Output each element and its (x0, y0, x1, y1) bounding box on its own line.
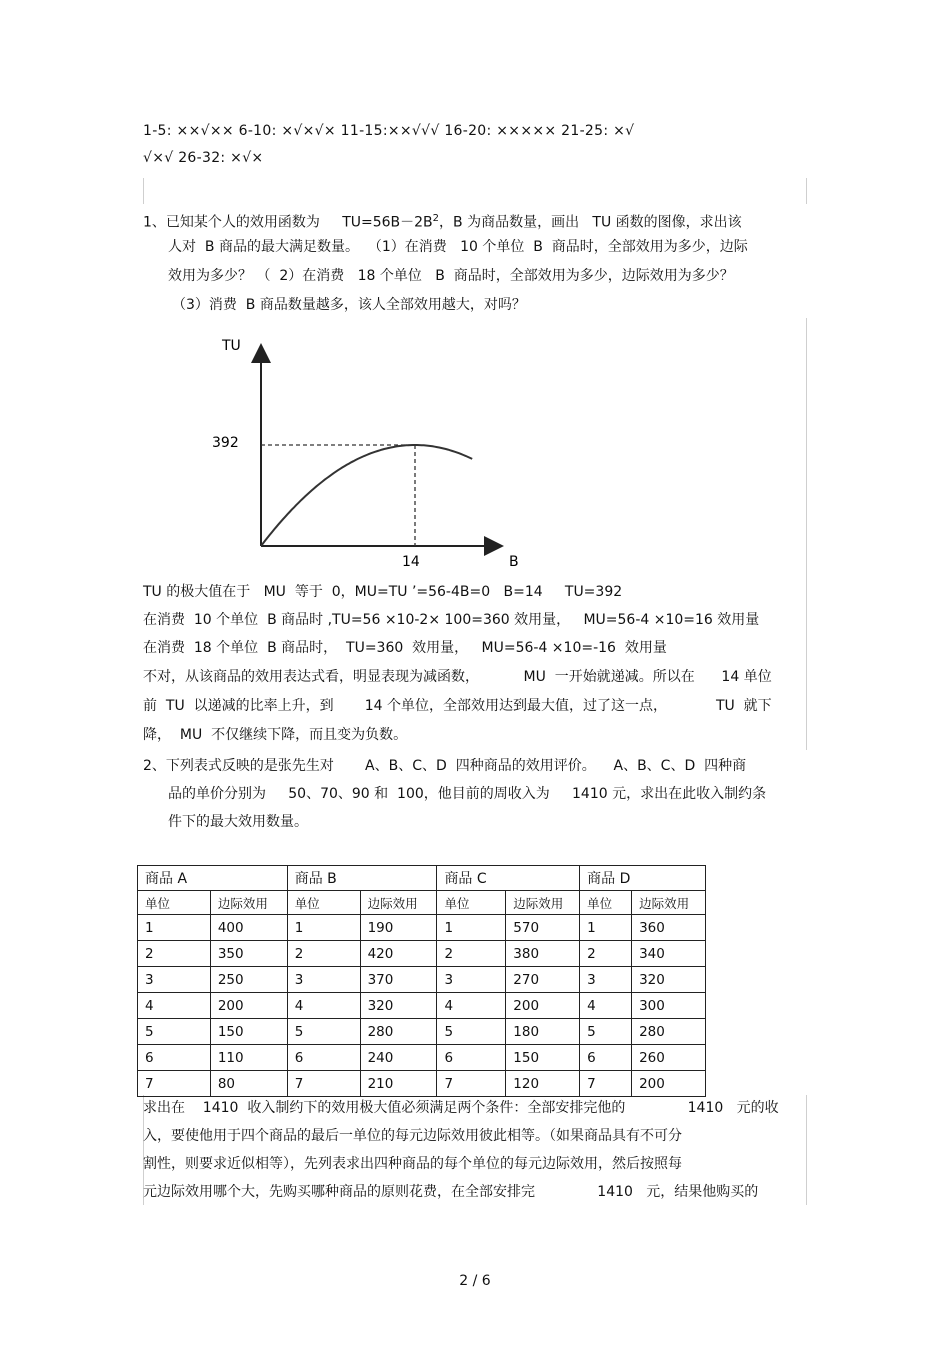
tu-curve (261, 445, 472, 546)
question-1-line-2: 人对 B 商品的最大满足数量。 （1）在消费 10 个单位 B 商品时，全部效用为多少，边际 (168, 239, 748, 255)
marginal-utility-cell: 260 (632, 1045, 706, 1071)
header-unit: 单位 (138, 891, 211, 915)
table-header-columns (138, 891, 706, 915)
margin-line-right-upper (806, 178, 807, 204)
marginal-utility-cell: 270 (506, 967, 580, 993)
unit-cell: 1 (138, 915, 211, 941)
question-1-label: 1、已知某个人的效用函数为 (143, 214, 320, 231)
table-body (138, 915, 706, 1097)
question-1-rest: ，B 为商品数量，画出 TU 函数的图像，求出该 (439, 214, 742, 231)
marginal-utility-cell: 340 (632, 941, 706, 967)
question-2-line-3: 件下的最大效用数量。 (168, 814, 308, 830)
marginal-utility-cell: 80 (210, 1071, 287, 1097)
marginal-utility-cell: 200 (506, 993, 580, 1019)
y-axis-label: TU (222, 338, 241, 354)
unit-cell: 1 (580, 915, 632, 941)
marginal-utility-cell: 200 (632, 1071, 706, 1097)
question-1-exponent: 2 (432, 213, 440, 224)
marginal-utility-cell: 180 (506, 1019, 580, 1045)
x-tick-14: 14 (402, 554, 420, 570)
answer-1-line-3: 在消费 18 个单位 B 商品时， TU=360 效用量， MU=56-4 ×10=-16 效用量 (143, 640, 667, 656)
page-number: 2 / 6 (459, 1273, 491, 1289)
margin-line-right-mid (806, 318, 807, 750)
header-unit: 单位 (580, 891, 632, 915)
header-goods-d: 商品 D (580, 866, 706, 891)
unit-cell: 2 (287, 941, 360, 967)
marginal-utility-cell: 320 (360, 993, 437, 1019)
marginal-utility-cell: 110 (210, 1045, 287, 1071)
header-goods-c: 商品 C (437, 866, 580, 891)
table-header-goods (138, 866, 706, 891)
unit-cell: 4 (287, 993, 360, 1019)
marginal-utility-cell: 150 (210, 1019, 287, 1045)
answer-2-line-1: 求出在 1410 收入制约下的效用极大值必须满足两个条件：全部安排完他的 1410 元的收 (143, 1100, 779, 1116)
unit-cell: 4 (437, 993, 506, 1019)
marginal-utility-cell: 250 (210, 967, 287, 993)
table-row (138, 1071, 706, 1097)
question-1-line-4: （3）消费 B 商品数量越多，该人全部效用越大，对吗？ (172, 297, 526, 313)
marginal-utility-cell: 300 (632, 993, 706, 1019)
table-row (138, 1019, 706, 1045)
tu-function-graph (200, 335, 520, 585)
margin-line-right-lower (806, 1095, 807, 1205)
answer-1-line-1: TU 的极大值在于 MU 等于 0，MU=TU ’=56-4B=0 B=14 TU=392 (143, 584, 623, 600)
marginal-utility-cell: 380 (506, 941, 580, 967)
marginal-utility-cell: 280 (360, 1019, 437, 1045)
marginal-utility-cell: 420 (360, 941, 437, 967)
unit-cell: 3 (287, 967, 360, 993)
answer-1-line-2: 在消费 10 个单位 B 商品时 ,TU=56 ×10-2× 100=360 效用量， MU=56-4 ×10=16 效用量 (143, 612, 760, 628)
answer-1-line-6: 降， MU 不仅继续下降，而且变为负数。 (143, 727, 408, 743)
header-marginal-utility: 边际效用 (632, 891, 706, 915)
marginal-utility-cell: 570 (506, 915, 580, 941)
unit-cell: 5 (580, 1019, 632, 1045)
unit-cell: 7 (437, 1071, 506, 1097)
table-row (138, 993, 706, 1019)
answer-2-line-2: 入，要使他用于四个商品的最后一单位的每元边际效用彼此相等。（如果商品具有不可分 (143, 1128, 682, 1144)
marginal-utility-cell: 320 (632, 967, 706, 993)
unit-cell: 6 (138, 1045, 211, 1071)
marginal-utility-cell: 210 (360, 1071, 437, 1097)
marginal-utility-cell: 360 (632, 915, 706, 941)
unit-cell: 6 (437, 1045, 506, 1071)
table-row (138, 1045, 706, 1071)
marginal-utility-cell: 120 (506, 1071, 580, 1097)
unit-cell: 6 (580, 1045, 632, 1071)
unit-cell: 3 (138, 967, 211, 993)
unit-cell: 6 (287, 1045, 360, 1071)
table-row (138, 915, 706, 941)
question-1-formula: TU=56B－2B (342, 214, 433, 231)
answer-2-line-3: 割性，则要求近似相等），先列表求出四种商品的每个单位的每元边际效用，然后按照每 (143, 1156, 682, 1172)
y-tick-392: 392 (212, 435, 239, 451)
unit-cell: 7 (287, 1071, 360, 1097)
unit-cell: 1 (287, 915, 360, 941)
header-goods-a: 商品 A (138, 866, 288, 891)
unit-cell: 5 (138, 1019, 211, 1045)
marginal-utility-cell: 200 (210, 993, 287, 1019)
question-2-line-1: 2、下列表式反映的是张先生对 A、B、C、D 四种商品的效用评价。 A、B、C、D 四种商 (143, 758, 747, 774)
header-marginal-utility: 边际效用 (506, 891, 580, 915)
answer-key-line-2: √×√ 26-32: ×√× (143, 150, 264, 166)
marginal-utility-cell: 350 (210, 941, 287, 967)
question-1-line-3: 效用为多少？ （ 2）在消费 18 个单位 B 商品时，全部效用为多少，边际效用为多少？ (168, 268, 734, 284)
header-marginal-utility: 边际效用 (210, 891, 287, 915)
unit-cell: 7 (580, 1071, 632, 1097)
unit-cell: 5 (437, 1019, 506, 1045)
unit-cell: 2 (437, 941, 506, 967)
margin-line-left-upper (143, 178, 144, 204)
answer-2-line-4: 元边际效用哪个大，先购买哪种商品的原则花费，在全部安排完 1410 元，结果他购买的 (143, 1184, 759, 1200)
header-marginal-utility: 边际效用 (360, 891, 437, 915)
marginal-utility-cell: 400 (210, 915, 287, 941)
utility-table (137, 865, 706, 1097)
unit-cell: 1 (437, 915, 506, 941)
unit-cell: 2 (580, 941, 632, 967)
answer-1-line-4: 不对，从该商品的效用表达式看，明显表现为减函数， MU 一开始就递减。所以在 14 单位 (143, 669, 772, 685)
marginal-utility-cell: 280 (632, 1019, 706, 1045)
marginal-utility-cell: 370 (360, 967, 437, 993)
unit-cell: 4 (138, 993, 211, 1019)
answer-1-line-5: 前 TU 以递减的比率上升，到 14 个单位，全部效用达到最大值，过了这一点， TU 就下 (143, 698, 772, 714)
marginal-utility-cell: 240 (360, 1045, 437, 1071)
table-row (138, 941, 706, 967)
header-unit: 单位 (437, 891, 506, 915)
unit-cell: 5 (287, 1019, 360, 1045)
x-axis-label: B (509, 554, 519, 570)
header-unit: 单位 (287, 891, 360, 915)
marginal-utility-cell: 150 (506, 1045, 580, 1071)
unit-cell: 3 (437, 967, 506, 993)
unit-cell: 3 (580, 967, 632, 993)
unit-cell: 2 (138, 941, 211, 967)
unit-cell: 7 (138, 1071, 211, 1097)
unit-cell: 4 (580, 993, 632, 1019)
answer-key-line-1: 1-5: ××√×× 6-10: ×√×√× 11-15:××√√√ 16-20: ××××× 21-25: ×√ (143, 123, 635, 139)
marginal-utility-cell: 190 (360, 915, 437, 941)
header-goods-b: 商品 B (287, 866, 437, 891)
question-2-line-2: 品的单价分别为 50、70、90 和 100，他目前的周收入为 1410 元，求出在此收入制约条 (168, 786, 767, 802)
table-row (138, 967, 706, 993)
